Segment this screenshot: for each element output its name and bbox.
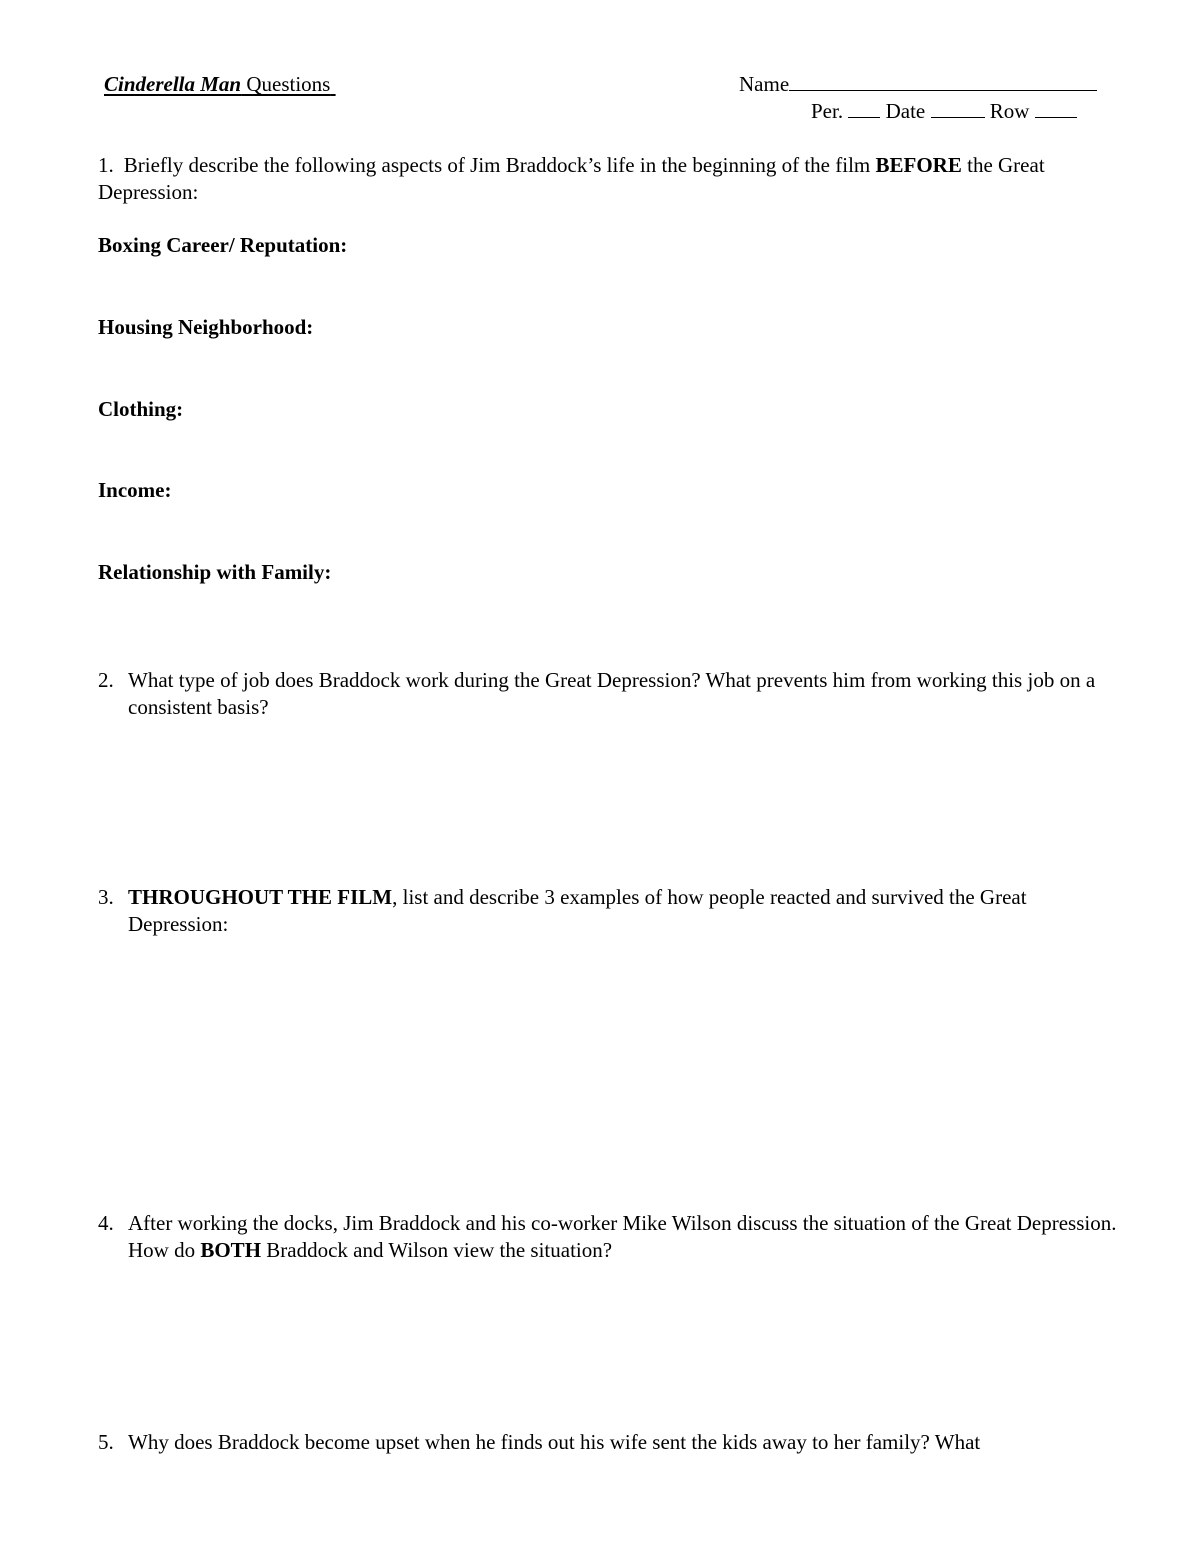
- per-blank[interactable]: [848, 99, 880, 118]
- question-1-number: 1.: [98, 153, 114, 177]
- question-4-number: 4.: [98, 1211, 114, 1235]
- date-label: Date: [885, 99, 926, 123]
- question-3-emphasis: THROUGHOUT THE FILM: [128, 885, 393, 909]
- question-2-text: What type of job does Braddock work during the Great Depression? What prevents him from working this job on a consistent basis?: [128, 668, 1096, 719]
- title-suffix: Questions: [241, 72, 331, 96]
- question-4-emphasis: BOTH: [200, 1238, 262, 1262]
- aspect-income: Income:: [98, 478, 172, 502]
- aspect-family: Relationship with Family:: [98, 560, 332, 584]
- row-blank[interactable]: [1035, 99, 1077, 118]
- question-4-text-after: Braddock and Wilson view the situation?: [261, 1238, 613, 1262]
- question-4: [98, 1210, 1138, 1264]
- per-label: Per.: [811, 99, 844, 123]
- question-3-body: [128, 884, 1128, 938]
- question-5-number: 5.: [98, 1430, 114, 1454]
- question-3-number: 3.: [98, 885, 114, 909]
- question-2: [98, 667, 1128, 721]
- question-3: [98, 884, 1128, 938]
- worksheet-title: [104, 71, 336, 98]
- question-2-number: 2.: [98, 668, 114, 692]
- film-title: Cinderella Man: [104, 72, 242, 96]
- name-label: Name: [739, 72, 790, 96]
- question-5: [98, 1429, 1128, 1456]
- aspect-boxing-career: Boxing Career/ Reputation:: [98, 233, 348, 257]
- question-4-text-before: After working the docks, Jim Braddock and his co-worker Mike Wilson discuss the situation of the Great Depression. How do: [128, 1211, 1117, 1262]
- question-1-text-after: the Great Depression:: [98, 153, 1045, 204]
- row-label: Row: [989, 99, 1030, 123]
- question-1-text-before: Briefly describe the following aspects of Jim Braddock’s life in the beginning of the film: [123, 153, 876, 177]
- period-date-row: [811, 98, 1077, 125]
- question-5-text: Why does Braddock become upset when he finds out his wife sent the kids away to her family? What: [128, 1430, 981, 1454]
- aspect-clothing: Clothing:: [98, 397, 184, 421]
- name-field-row: [739, 71, 1097, 98]
- question-3-text-after: , list and describe 3 examples of how people reacted and survived the Great Depression:: [128, 885, 1027, 936]
- aspect-housing: Housing Neighborhood:: [98, 315, 314, 339]
- question-1: [98, 152, 1108, 206]
- question-1-emphasis: BEFORE: [875, 153, 962, 177]
- name-blank[interactable]: [789, 72, 1097, 91]
- question-4-body: [128, 1210, 1138, 1264]
- date-blank[interactable]: [931, 99, 985, 118]
